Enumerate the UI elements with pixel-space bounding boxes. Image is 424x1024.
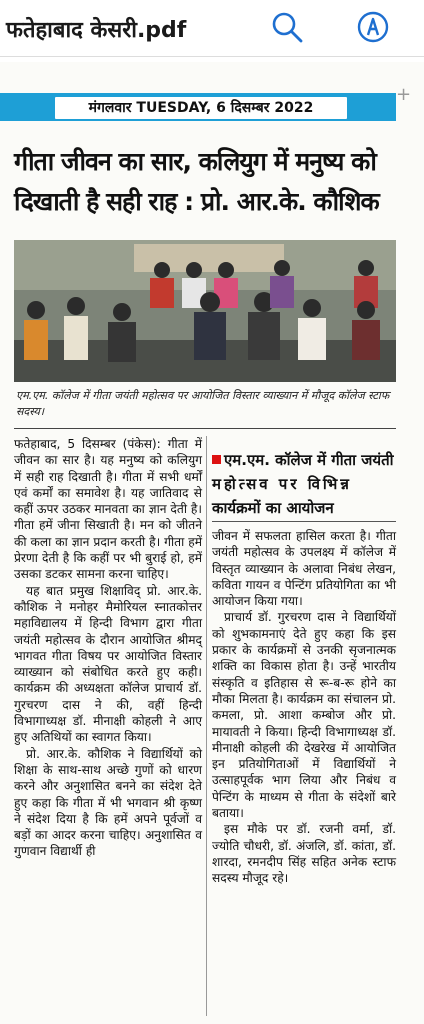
- photo-caption: एम.एम. कॉलेज में गीता जयंती महोत्सव पर आयोजित विस्तार व्याख्यान में मौजूद कॉलेज स्टाफ सदस्य।: [16, 389, 390, 418]
- red-bullet-icon: [212, 455, 221, 464]
- document-title: फतेहाबाद केसरी.pdf: [6, 18, 187, 43]
- crosshair-mark-icon: +: [396, 84, 412, 105]
- date-line: मंगलवार TUESDAY, 6 दिसम्बर 2022: [54, 96, 348, 120]
- sub-headline-line-3: कार्यक्रमों का आयोजन: [212, 499, 334, 517]
- article-column-2: [212, 528, 396, 887]
- news-photo: [14, 240, 396, 382]
- sub-headline-divider: [212, 521, 396, 522]
- article-paragraph: प्रो. आर.के. कौशिक ने विद्यार्थियों को शिक्षा के साथ-साथ अच्छे गुणों को धारण करने और अनुशासित बनने का संदेश देते हुए कहा कि गीता में भी भगवान श्री कृष्ण ने संदेश दिया है कि हमें अपने पूर्वजों व बड़ों का आदर करना चाहिए। अनुशासित व गुणवान विद्यार्थी ही: [14, 746, 202, 859]
- caption-divider: [14, 428, 396, 429]
- sub-headline-line-1: एम.एम. कॉलेज में गीता जयंती: [224, 451, 394, 469]
- sub-headline: [212, 448, 396, 520]
- sub-headline-line-2: महोत्सव पर विभिन्न: [212, 475, 352, 493]
- article-paragraph: यह बात प्रमुख शिक्षाविद् प्रो. आर.के. कौशिक ने मनोहर मैमोरियल स्नातकोत्तर महाविद्यालय में हिन्दी विभाग द्वारा गीता जयंती महोत्सव के दौरान आयोजित श्रीमद् भागवत गीता विषय पर आयोजित विस्तार व्याख्यान को संबोधित करते हुए कही। कार्यक्रम की अध्यक्षता कॉलेज प्राचार्य डॉ. गुरचरण दास ने की, वहीं हिन्दी विभागाध्यक्ष डॉ. मीनाक्षी कोहली ने आए हुए अतिथियों का स्वागत किया।: [14, 583, 202, 745]
- article-paragraph: प्राचार्य डॉ. गुरचरण दास ने विद्यार्थियों को शुभकामनाएं देते हुए कहा कि इस प्रकार के कार्यक्रमों से उनकी सृजनात्मक शक्ति का विकास होता है। उन्हें भारतीय संस्कृति व इतिहास से रू-ब-रू होने का मौका मिलता है। कार्यक्रम का संचालन प्रो. कमला, प्रो. आशा कम्बोज और प्रो. मायावती ने किया। हिन्दी विभागाध्यक्ष डॉ. मीनाक्षी कोहली की देखरेख में आयोजित इन प्रतियोगिताओं में विद्यार्थियों ने उत्साहपूर्वक भाग लिया और निबंध व पेन्टिंग के माध्यम से गीता के संदेशों बारे बताया।: [212, 610, 396, 821]
- headline-line-1: गीता जीवन का सार, कलियुग में मनुष्य को: [14, 147, 376, 176]
- article-paragraph: फतेहाबाद, 5 दिसम्बर (पंकेस): गीता में जीवन का सार है। यह मनुष्य को कलियुग में सही राह दिखाती है। गीता में सभी धर्मों एवं कर्मों का समावेश है। यह जातिवाद से कहीं ऊपर उठकर मानवता का ज्ञान देती है। गीता हमें जीना सिखाती है। मन को जीतने की कला का ज्ञान प्रदान करती है। गीता हमें प्रेरणा देती है कि कहीं पर भी बुराई हो, हमें उसका डटकर सामना करना चाहिए।: [14, 437, 202, 582]
- headline-line-2: दिखाती है सही राह : प्रो. आर.के. कौशिक: [14, 187, 379, 216]
- app-top-bar: [0, 0, 424, 57]
- search-icon[interactable]: [270, 10, 304, 44]
- article-column-1: [14, 436, 202, 860]
- headline: [14, 142, 394, 222]
- article-paragraph: जीवन में सफलता हासिल करता है। गीता जयंती महोत्सव के उपलक्ष्य में कॉलेज में विस्तृत व्याख्यान के अलावा निबंध लेखन, कविता गायन व पेन्टिंग प्रतियोगिता का भी आयोजन किया गया।: [212, 529, 396, 609]
- pen-annotate-icon[interactable]: [356, 10, 390, 44]
- article-paragraph: इस मौके पर डॉ. रजनी वर्मा, डॉ. ज्योति चौधरी, डॉ. अंजलि, डॉ. कांता, डॉ. शारदा, रमनदीप सिंह सहित अनेक स्टाफ सदस्य मौजूद रहे।: [212, 822, 396, 886]
- column-divider: [206, 436, 207, 1016]
